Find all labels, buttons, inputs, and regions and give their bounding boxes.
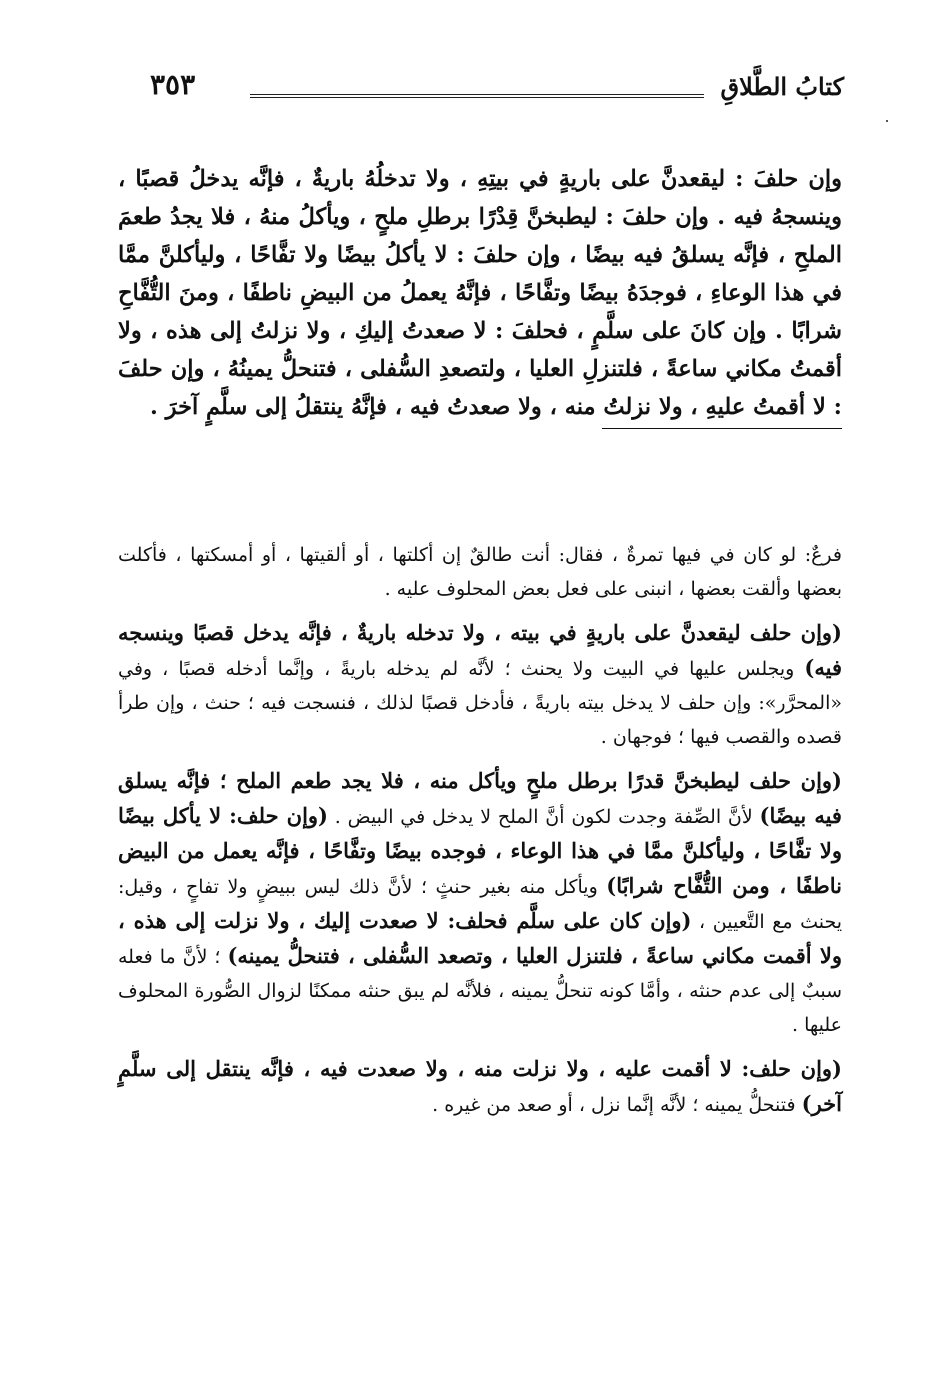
- commentary-quoted-text: (وإن حلف: لا أقمت عليه ، ولا نزلت منه ، ولا صعدت فيه ، فإنَّه ينتقل إلى سلَّمٍ آخر): [118, 1056, 842, 1116]
- main-text-separator: [602, 428, 842, 429]
- commentary: [118, 538, 842, 1132]
- commentary-text: ؛ لأنَّ ما فعله سببٌ إلى عدم حنثه ، وأمَّا كونه تنحلُّ يمينه ، فلأنَّه لم يبق حنثه ممكنًا لزوال الصُّورة المحلوف عليها .: [118, 946, 842, 1036]
- commentary-text: فتنحلُّ يمينه ؛ لأنَّه إنَّما نزل ، أو صعد من غيره .: [432, 1094, 802, 1116]
- commentary-text: ويجلس عليها في البيت ولا يحنث ؛ لأنَّه لم يدخله باريةً ، وإنَّما أدخله قصبًا ، وفي «المحرَّر»: وإن حلف لا يدخل بيته باريةً ، فأدخل قصبًا لذلك ، فنسجت فيه ؛ حنث ، وإن طرأ قصده والقصب فيها ؛ فوجهان .: [118, 658, 842, 748]
- commentary-quoted-text: (وإن حلف ليطبخنَّ قدرًا برطل ملحٍ ويأكل منه ، فلا يجد طعم الملح ؛ فإنَّه يسلق فيه بيضًا): [118, 768, 842, 828]
- commentary-quoted-text: (وإن كان على سلَّم فحلف: لا صعدت إليك ، ولا نزلت إلى هذه ، ولا أقمت مكاني ساعةً ، فلتنزل العليا ، وتصعد السُّفلى ، فتنحلُّ يمينه): [118, 908, 842, 968]
- commentary-paragraph-3: [118, 764, 842, 1042]
- commentary-paragraph-1: [118, 538, 842, 606]
- page-header: [150, 66, 844, 116]
- commentary-quoted-text: (وإن حلف: لا يأكل بيضًا ولا تفَّاحًا ، وليأكلنَّ ممَّا في هذا الوعاء ، فوجده بيضًا وتفَّاحًا ، فإنَّه يعمل من البيض ناطفًا ، ومن التُّفَّاح شرابًا): [118, 803, 842, 898]
- commentary-text: فرعٌ: لو كان في فيها تمرةٌ ، فقال: أنت طالقٌ إن أكلتها ، أو ألقيتها ، أو أمسكتها ، فأكلت بعضها وألقت بعضها ، انبنى على فعل بعض المحلوف عليه .: [118, 544, 842, 600]
- main-text: [118, 160, 842, 429]
- commentary-paragraph-2: [118, 616, 842, 754]
- main-text-body: وإن حلفَ : ليقعدنَّ على باريةٍ في بيتِهِ ، ولا تدخلُهُ باريةٌ ، فإنَّه يدخلُ قصبًا ، وينسجهُ فيه . وإن حلفَ : ليطبخنَّ قِدْرًا برطلِ ملحٍ ، ويأكلُ منهُ ، فلا يجدُ طعمَ الملحِ ، فإنَّه يسلقُ فيه بيضًا ، وإن حلفَ : لا يأكلُ بيضًا ولا تفَّاحًا ، وليأكلنَّ ممَّا في هذا الوعاءِ ، فوجدَهُ بيضًا وتفَّاحًا ، فإنَّهُ يعملُ من البيضِ ناطفًا ، ومنَ التُّفَّاحِ شرابًا . وإن كانَ على سلَّمٍ ، فحلفَ : لا صعدتُ إليكِ ، ولا نزلتُ إلى هذه ، ولا أقمتُ مكاني ساعةً ، فلتنزلِ العليا ، ولتصعدِ السُّفلى ، فتنحلُّ يمينُهُ ، وإن حلفَ : لا أقمتُ عليهِ ، ولا نزلتُ منه ، ولا صعدتُ فيه ،: [118, 166, 842, 420]
- page-number: ٣٥٣: [150, 68, 196, 101]
- commentary-text: لأنَّ الصِّفة وجدت لكون أنَّ الملح لا يدخل في البيض .: [328, 806, 760, 828]
- running-title: كتابُ الطَّلاقِ: [720, 72, 844, 101]
- commentary-paragraph-4: [118, 1052, 842, 1122]
- main-text-last-line: فإنَّهُ ينتقلُ إلى سلَّمٍ آخرَ .: [149, 394, 387, 420]
- header-rule: [250, 94, 704, 98]
- margin-mark: [886, 120, 888, 122]
- commentary-text: ويأكل منه بغير حنثٍ ؛ لأنَّ ذلك ليس ببيضٍ ولا تفاحٍ ، وقيل: يحنث مع التَّعيين ،: [118, 876, 843, 933]
- commentary-quoted-text: (وإن حلف ليقعدنَّ على باريةٍ في بيته ، ولا تدخله باريةٌ ، فإنَّه يدخل قصبًا وينسجه فيه): [118, 620, 842, 680]
